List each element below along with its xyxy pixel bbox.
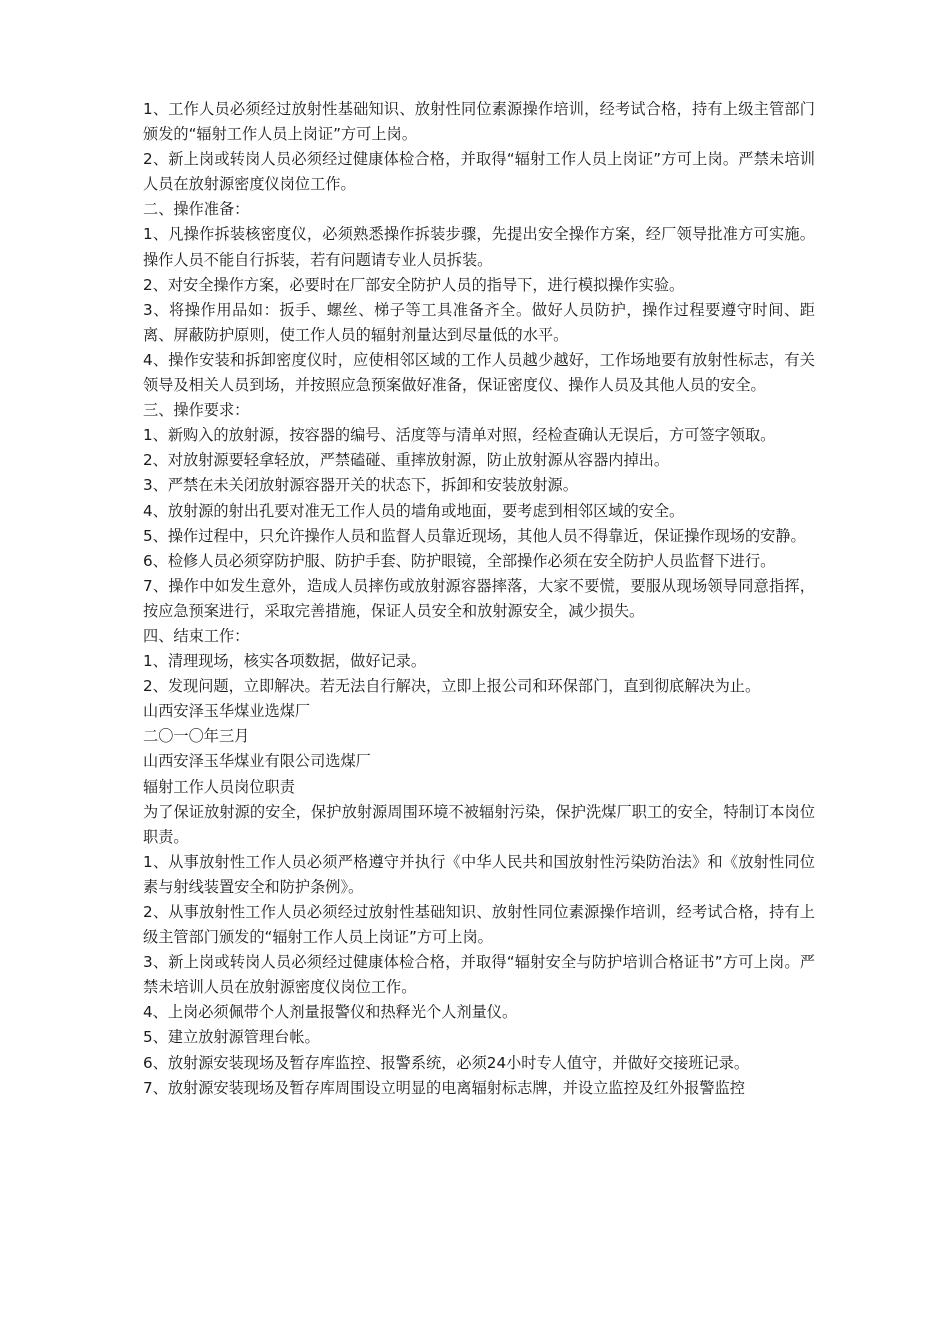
heading-operation-preparation: 二、操作准备： — [143, 200, 250, 219]
paragraph-duty-item-7: 7、放射源安装现场及暂存库周围设立明显的电离辐射标志牌，并设立监控及红外报警监控 — [143, 1078, 745, 1097]
paragraph-prep-item-3: 3、将操作用品如：扳手、螺丝、梯子等工具准备齐全。做好人员防护，操作过程要遵守时间、距离、屏蔽防护原则，使工作人员的辐射剂量达到尽量低的水平。 — [143, 300, 815, 344]
paragraph-req-item-6: 6、检修人员必须穿防护服、防护手套、防护眼镜，全部操作必须在安全防护人员监督下进行。 — [143, 551, 776, 570]
paragraph-req-item-7: 7、操作中如发生意外，造成人员摔伤或放射源容器摔落，大家不要慌，要服从现场领导同意指挥，按应急预案进行，采取完善措施，保证人员安全和放射源安全，减少损失。 — [143, 576, 815, 620]
paragraph-duty-item-3: 3、新上岗或转岗人员必须经过健康体检合格，并取得“辐射安全与防护培训合格证书”方可上岗。严禁未培训人员在放射源密度仪岗位工作。 — [143, 953, 815, 997]
paragraph-prep-item-1: 1、凡操作拆装核密度仪，必须熟悉操作拆装步骤，先提出安全操作方案，经厂领导批准方可实施。操作人员不能自行拆装，若有问题请专业人员拆装。 — [143, 225, 815, 269]
paragraph-req-item-1: 1、新购入的放射源，按容器的编号、活度等与清单对照，经检查确认无误后，方可签字领取。 — [143, 426, 776, 445]
paragraph-duties-intro: 为了保证放射源的安全，保护放射源周围环境不被辐射污染，保护洗煤厂职工的安全，特制订本岗位职责。 — [143, 802, 815, 846]
paragraph-duty-item-2: 2、从事放射性工作人员必须经过放射性基础知识、放射性同位素源操作培训，经考试合格，持有上级主管部门颁发的“辐射工作人员上岗证”方可上岗。 — [143, 903, 815, 947]
paragraph-prep-item-2: 2、对安全操作方案，必要时在厂部安全防护人员的指导下，进行模拟操作实验。 — [143, 275, 685, 294]
paragraph-req-item-5: 5、操作过程中，只允许操作人员和监督人员靠近现场，其他人员不得靠近，保证操作现场的安静。 — [143, 526, 806, 545]
heading-finishing-work: 四、结束工作： — [143, 626, 250, 645]
heading-operation-requirements: 三、操作要求： — [143, 401, 250, 420]
paragraph-req-item-3: 3、严禁在未关闭放射源容器开关的状态下，拆卸和安装放射源。 — [143, 476, 578, 495]
paragraph-prep-item-4: 4、操作安装和拆卸密度仪时，应使相邻区域的工作人员越少越好，工作场地要有放射性标志，有关领导及相关人员到场，并按照应急预案做好准备，保证密度仪、操作人员及其他人员的安全。 — [143, 350, 815, 395]
section-title-job-duties: 辐射工作人员岗位职责 — [143, 777, 295, 796]
company-name: 山西安泽玉华煤业有限公司选煤厂 — [143, 752, 371, 771]
signature-date: 二〇一〇年三月 — [143, 727, 250, 746]
paragraph-duty-item-5: 5、建立放射源管理台帐。 — [143, 1028, 320, 1047]
paragraph-finish-item-2: 2、发现问题，立即解决。若无法自行解决，立即上报公司和环保部门，直到彻底解决为止。 — [143, 677, 761, 696]
paragraph-duty-item-1: 1、从事放射性工作人员必须严格遵守并执行《中华人民共和国放射性污染防治法》和《放射性同位素与射线装置安全和防护条例》。 — [143, 852, 815, 896]
document-page — [143, 97, 815, 1101]
signature-organization: 山西安泽玉华煤业选煤厂 — [143, 702, 311, 721]
paragraph-duty-item-4: 4、上岗必须佩带个人剂量报警仪和热释光个人剂量仪。 — [143, 1003, 518, 1022]
paragraph-duty-item-6: 6、放射源安装现场及暂存库监控、报警系统，必须24小时专人值守，并做好交接班记录。 — [143, 1053, 750, 1072]
paragraph-health-check: 2、新上岗或转岗人员必须经过健康体检合格，并取得“辐射工作人员上岗证”方可上岗。严禁未培训人员在放射源密度仪岗位工作。 — [143, 150, 815, 194]
paragraph-finish-item-1: 1、清理现场，核实各项数据，做好记录。 — [143, 652, 427, 671]
paragraph-training-requirement: 1、工作人员必须经过放射性基础知识、放射性同位素源操作培训，经考试合格，持有上级主管部门颁发的“辐射工作人员上岗证”方可上岗。 — [143, 100, 815, 144]
paragraph-req-item-2: 2、对放射源要轻拿轻放，严禁磕碰、重摔放射源，防止放射源从容器内掉出。 — [143, 451, 670, 470]
paragraph-req-item-4: 4、放射源的射出孔要对准无工作人员的墙角或地面，要考虑到相邻区域的安全。 — [143, 501, 685, 520]
